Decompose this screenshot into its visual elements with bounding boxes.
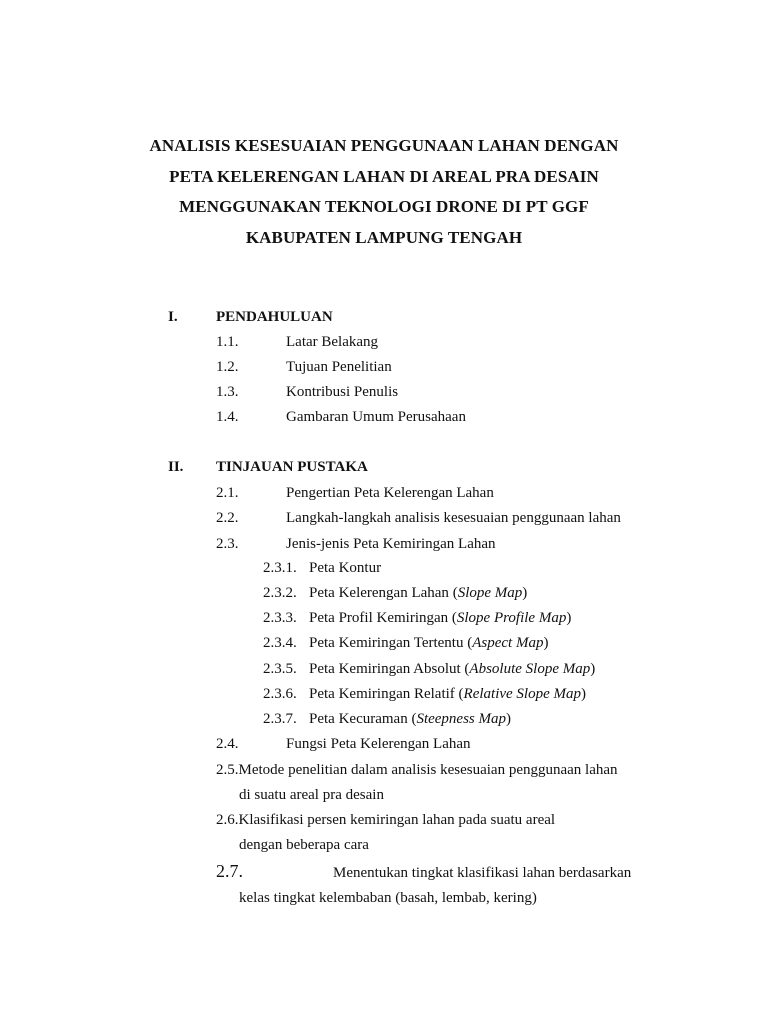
toc-subitem-text: Peta Kemiringan Absolut (Absolute Slope Map): [309, 661, 596, 677]
toc-subitem-number: 2.3.1.: [263, 560, 297, 576]
toc-item-number: 2.3.: [216, 536, 239, 552]
toc-subitem-number: 2.3.5.: [263, 661, 297, 677]
toc-item-text: Fungsi Peta Kelerengan Lahan: [286, 736, 471, 752]
toc-item-2-5-line-1: 2.5.Metode penelitian dalam analisis kesesuaian penggunaan lahan: [216, 762, 618, 778]
chapter-1-number: I.: [168, 309, 178, 325]
toc-item-number: 1.4.: [216, 409, 239, 425]
title-line-3: MENGGUNAKAN TEKNOLOGI DRONE DI PT GGF: [179, 197, 589, 216]
toc-item-text: Pengertian Peta Kelerengan Lahan: [286, 485, 494, 501]
toc-subitem-text: Peta Kemiringan Tertentu (Aspect Map): [309, 635, 549, 651]
toc-item-2-6-line-1: 2.6.Klasifikasi persen kemiringan lahan pada suatu areal: [216, 812, 556, 828]
toc-subitem-text: Peta Kecuraman (Steepness Map): [309, 711, 512, 727]
toc-item-number: 1.1.: [216, 334, 239, 350]
chapter-1-title: PENDAHULUAN: [216, 309, 333, 325]
toc-item-text: Langkah-langkah analisis kesesuaian penggunaan lahan: [286, 510, 621, 526]
title-line-2: PETA KELERENGAN LAHAN DI AREAL PRA DESAIN: [169, 166, 599, 186]
toc-item-number: 1.3.: [216, 384, 239, 400]
toc-item-2-7-line-2: kelas tingkat kelembaban (basah, lembab, kering): [239, 890, 537, 906]
toc-item-number: 1.2.: [216, 359, 239, 375]
title-line-1: ANALISIS KESESUAIAN PENGGUNAAN LAHAN DENGAN: [149, 136, 619, 155]
toc-item-text: Tujuan Penelitian: [286, 359, 392, 375]
toc-subitem-text: Peta Kelerengan Lahan (Slope Map): [309, 585, 528, 601]
toc-item-2-7-line-1: Menentukan tingkat klasifikasi lahan berdasarkan: [333, 865, 632, 881]
toc-item-2-6-line-2: dengan beberapa cara: [239, 837, 369, 853]
toc-subitem-number: 2.3.2.: [263, 585, 297, 601]
toc-subitem-number: 2.3.6.: [263, 686, 297, 702]
toc-item-number: 2.7.: [216, 861, 243, 881]
toc-item-text: Kontribusi Penulis: [286, 384, 399, 400]
toc-item-text: Jenis-jenis Peta Kemiringan Lahan: [286, 536, 496, 552]
toc-item-number: 2.1.: [216, 485, 239, 501]
toc-subitem-number: 2.3.3.: [263, 610, 297, 626]
toc-subitem-text: Peta Kemiringan Relatif (Relative Slope Map): [309, 686, 587, 702]
toc-item-number: 2.2.: [216, 510, 239, 526]
toc-subitem-number: 2.3.4.: [263, 635, 297, 651]
chapter-2-title: TINJAUAN PUSTAKA: [216, 459, 368, 475]
title-line-4: KABUPATEN LAMPUNG TENGAH: [245, 227, 523, 247]
chapter-2-number: II.: [168, 459, 184, 475]
toc-item-text: Latar Belakang: [286, 334, 379, 350]
document-title: [0, 131, 768, 253]
toc-item-2-5-line-2: di suatu areal pra desain: [239, 787, 384, 803]
toc-subitem-number: 2.3.7.: [263, 711, 297, 727]
toc-subitem-text: Peta Kontur: [309, 560, 382, 576]
toc-item-text: Gambaran Umum Perusahaan: [286, 409, 466, 425]
toc-item-number: 2.4.: [216, 736, 239, 752]
toc-subitem-text: Peta Profil Kemiringan (Slope Profile Map): [309, 610, 572, 626]
